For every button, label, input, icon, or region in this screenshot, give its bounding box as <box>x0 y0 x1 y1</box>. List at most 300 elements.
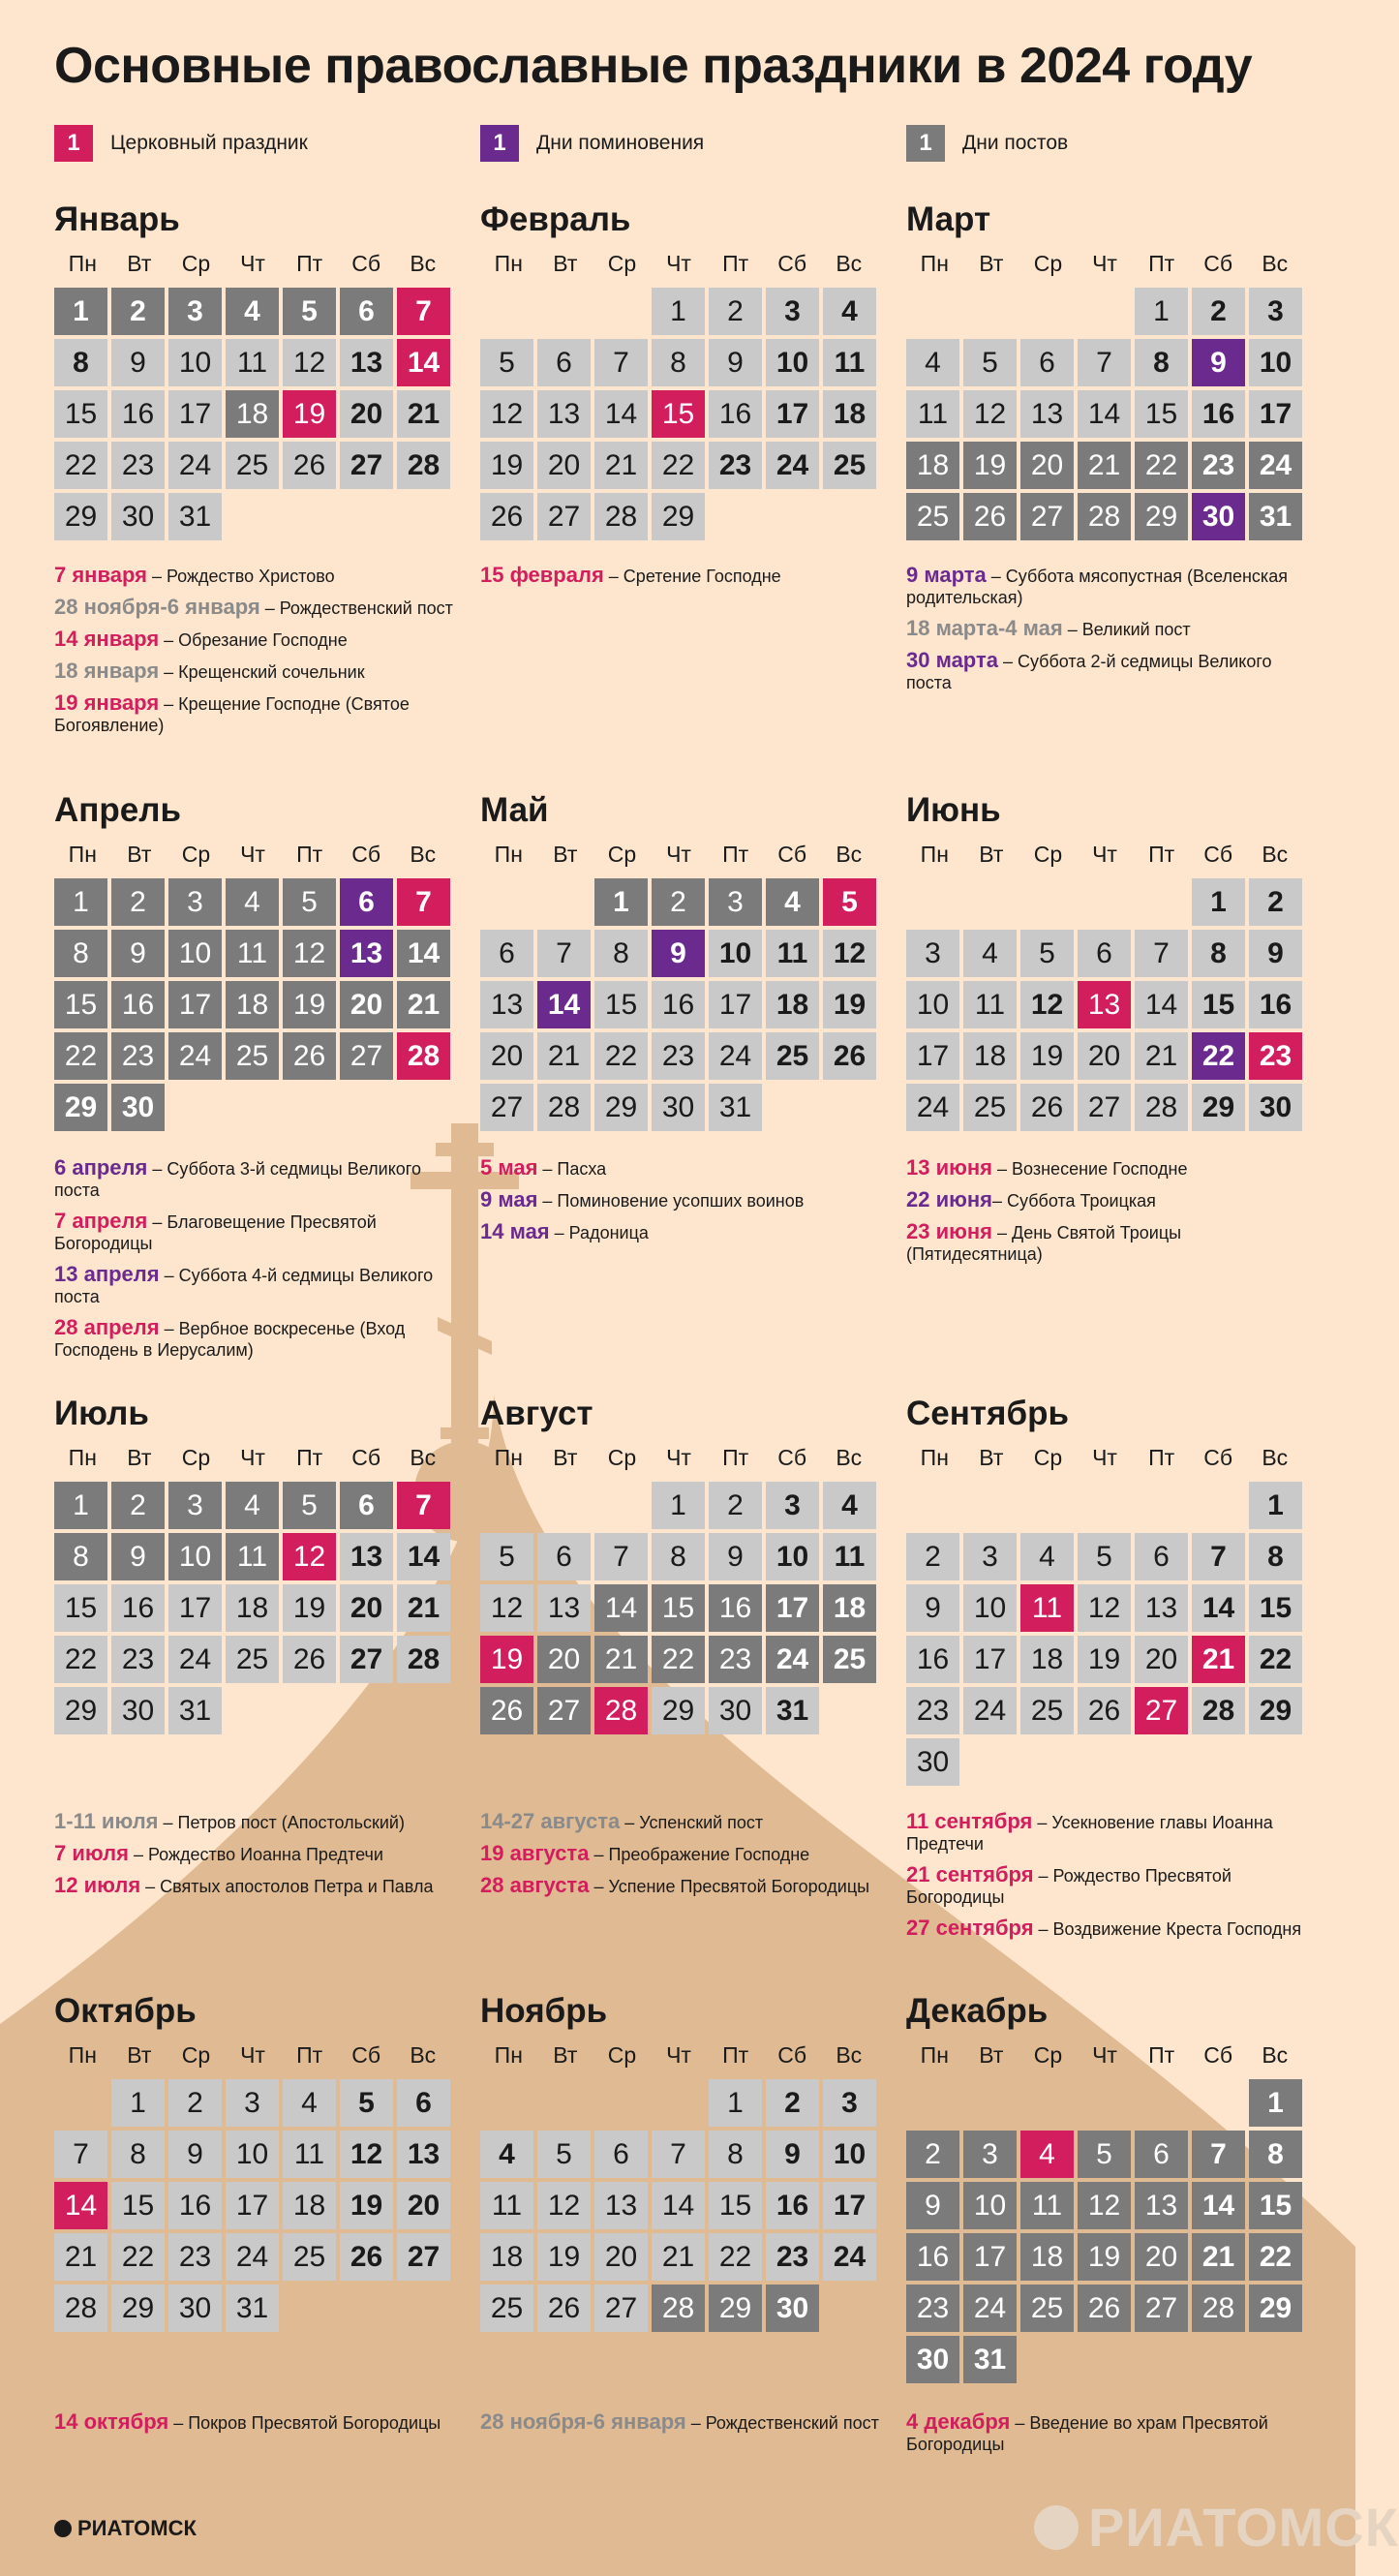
weekday-label: Ср <box>181 2042 211 2068</box>
day-cell: 15 <box>709 2182 762 2229</box>
day-cell: 3 <box>963 2131 1017 2178</box>
weekday-label: Пт <box>1148 2042 1175 2068</box>
day-cell: 7 <box>594 339 648 386</box>
weekday-label: Чт <box>1092 2042 1117 2068</box>
day-cell: 3 <box>1249 288 1302 335</box>
day-cell: 2 <box>709 1482 762 1529</box>
day-cell: 18 <box>766 981 819 1028</box>
weekday-label: Вс <box>836 251 863 276</box>
holiday-date: 28 ноября-6 января <box>54 595 260 619</box>
empty-cell <box>1020 878 1074 926</box>
day-cell: 8 <box>652 339 705 386</box>
holiday-note <box>906 2411 1313 2455</box>
day-cell: 19 <box>480 442 533 489</box>
day-cell: 20 <box>397 2182 450 2229</box>
riatomsk-watermark <box>1034 2496 1399 2559</box>
day-cell: 13 <box>537 390 591 438</box>
day-cell: 6 <box>1135 1533 1188 1580</box>
day-cell: 25 <box>1020 2285 1074 2332</box>
holiday-note <box>906 1917 1313 1940</box>
day-cell: 22 <box>1249 2233 1302 2281</box>
weekday-label: Сб <box>1203 2042 1233 2068</box>
day-cell: 13 <box>1020 390 1074 438</box>
holiday-desc: – Успение Пресвятой Богородицы <box>589 1877 870 1896</box>
weekday-label: Сб <box>777 842 807 867</box>
day-cell: 16 <box>709 390 762 438</box>
day-cell: 3 <box>168 878 222 926</box>
month-5 <box>906 789 1303 1131</box>
weekday-label: Вт <box>553 842 578 867</box>
day-cell: 5 <box>283 288 336 335</box>
holiday-desc: – Петров пост (Апостольский) <box>158 1813 405 1832</box>
day-cell: 20 <box>340 390 393 438</box>
weekday-label: Пт <box>296 251 323 276</box>
day-cell: 4 <box>283 2079 336 2127</box>
holiday-date: 12 июля <box>54 1873 141 1897</box>
day-cell: 30 <box>906 2336 959 2383</box>
day-cell: 23 <box>906 1687 959 1734</box>
holiday-date: 18 марта-4 мая <box>906 616 1063 640</box>
weekday-label: Пн <box>494 1445 523 1470</box>
day-cell: 27 <box>537 493 591 540</box>
day-cell: 6 <box>537 1533 591 1580</box>
day-cell: 19 <box>1020 1032 1074 1080</box>
day-cell: 10 <box>1249 339 1302 386</box>
empty-cell <box>652 2079 705 2127</box>
day-cell: 8 <box>709 2131 762 2178</box>
day-cell: 25 <box>906 493 959 540</box>
day-cell: 26 <box>480 493 533 540</box>
empty-cell <box>1192 2079 1245 2127</box>
day-cell: 23 <box>709 1636 762 1683</box>
weekday-label: Ср <box>1033 251 1063 276</box>
legend-label: Дни поминовения <box>536 132 705 154</box>
day-cell: 14 <box>397 1533 450 1580</box>
day-cell: 9 <box>111 1533 165 1580</box>
holiday-desc: – Крещенский сочельник <box>159 662 365 682</box>
day-cell: 28 <box>397 442 450 489</box>
day-cell: 17 <box>766 390 819 438</box>
month-notes-4 <box>480 1157 887 1253</box>
holiday-note <box>54 692 461 736</box>
day-cell: 3 <box>823 2079 876 2127</box>
day-cell: 15 <box>1135 390 1188 438</box>
holiday-date: 13 июня <box>906 1155 993 1180</box>
day-cell: 12 <box>283 339 336 386</box>
day-cell: 30 <box>168 2285 222 2332</box>
month-11 <box>906 1990 1303 2383</box>
empty-cell <box>1078 1482 1131 1529</box>
day-cell: 24 <box>963 2285 1017 2332</box>
month-notes-6 <box>54 1811 461 1907</box>
holiday-date: 11 сентября <box>906 1809 1033 1833</box>
holiday-desc: – Воздвижение Креста Господня <box>1033 1919 1302 1939</box>
day-grid <box>906 2079 1303 2383</box>
day-cell: 16 <box>652 981 705 1028</box>
day-cell: 24 <box>906 1084 959 1131</box>
legend-swatch-red: 1 <box>54 125 93 162</box>
day-cell: 5 <box>480 1533 533 1580</box>
month-notes-7 <box>480 1811 887 1907</box>
day-cell: 23 <box>709 442 762 489</box>
weekday-label: Пт <box>296 1445 323 1470</box>
day-cell: 2 <box>906 2131 959 2178</box>
weekday-label: Пн <box>68 1445 97 1470</box>
weekday-label: Ср <box>607 1445 637 1470</box>
weekday-label: Вс <box>1262 2042 1289 2068</box>
weekday-header <box>906 1441 1303 1474</box>
weekday-label: Сб <box>351 2042 381 2068</box>
day-cell: 13 <box>340 339 393 386</box>
day-cell: 1 <box>709 2079 762 2127</box>
holiday-desc: – Святых апостолов Петра и Павла <box>140 1877 434 1896</box>
holiday-desc: – Суббота 3-й седмицы Великого поста <box>54 1159 421 1200</box>
day-cell: 5 <box>1020 930 1074 977</box>
day-cell: 21 <box>54 2233 107 2281</box>
holiday-note <box>906 650 1313 693</box>
day-cell: 22 <box>54 1636 107 1683</box>
holiday-desc: – Обрезание Господне <box>159 630 348 650</box>
holiday-note <box>54 1875 461 1897</box>
day-cell: 2 <box>1192 288 1245 335</box>
holiday-note <box>906 1157 1313 1180</box>
day-cell: 27 <box>340 442 393 489</box>
holiday-note <box>480 1157 887 1180</box>
empty-cell <box>963 2079 1017 2127</box>
holiday-note <box>54 1264 461 1307</box>
day-cell: 17 <box>766 1584 819 1632</box>
day-cell: 14 <box>1078 390 1131 438</box>
day-cell: 17 <box>906 1032 959 1080</box>
weekday-label: Чт <box>666 2042 691 2068</box>
day-cell: 7 <box>652 2131 705 2178</box>
day-cell: 29 <box>1249 1687 1302 1734</box>
month-name: Ноябрь <box>480 1992 608 2030</box>
day-cell: 19 <box>537 2233 591 2281</box>
day-cell: 31 <box>168 493 222 540</box>
weekday-label: Сб <box>1203 1445 1233 1470</box>
day-cell: 4 <box>226 878 279 926</box>
weekday-label: Пн <box>494 251 523 276</box>
month-name: Январь <box>54 200 180 238</box>
holiday-desc: – Великий пост <box>1062 620 1191 639</box>
day-cell: 29 <box>652 1687 705 1734</box>
day-cell: 4 <box>766 878 819 926</box>
weekday-label: Вс <box>1262 1445 1289 1470</box>
day-cell: 11 <box>283 2131 336 2178</box>
day-cell: 14 <box>1192 1584 1245 1632</box>
holiday-date: 28 апреля <box>54 1315 160 1339</box>
day-cell: 7 <box>54 2131 107 2178</box>
holiday-date: 28 августа <box>480 1873 590 1897</box>
holiday-date: 5 мая <box>480 1155 538 1180</box>
day-cell: 12 <box>283 1533 336 1580</box>
day-cell: 6 <box>1078 930 1131 977</box>
day-cell: 29 <box>111 2285 165 2332</box>
day-cell: 20 <box>340 1584 393 1632</box>
day-cell: 4 <box>226 1482 279 1529</box>
day-cell: 27 <box>594 2285 648 2332</box>
month-notes-1 <box>480 565 887 597</box>
weekday-label: Пн <box>494 842 523 867</box>
weekday-label: Вс <box>1262 842 1289 867</box>
day-grid <box>906 1482 1303 1786</box>
day-grid <box>54 2079 451 2332</box>
empty-cell <box>537 1482 591 1529</box>
day-cell: 26 <box>283 1636 336 1683</box>
logo-text: РИАТОМСК <box>77 2516 197 2540</box>
weekday-label: Пн <box>920 2042 949 2068</box>
day-cell: 17 <box>226 2182 279 2229</box>
day-cell: 3 <box>963 1533 1017 1580</box>
holiday-date: 7 июля <box>54 1841 129 1865</box>
day-cell: 23 <box>1249 1032 1302 1080</box>
day-cell: 16 <box>168 2182 222 2229</box>
day-cell: 15 <box>54 981 107 1028</box>
day-cell: 14 <box>537 981 591 1028</box>
weekday-label: Ср <box>607 2042 637 2068</box>
day-cell: 13 <box>594 2182 648 2229</box>
day-cell: 15 <box>1249 1584 1302 1632</box>
month-notes-9 <box>54 2411 461 2443</box>
day-cell: 29 <box>652 493 705 540</box>
holiday-desc: – Суббота 4-й седмицы Великого поста <box>54 1266 434 1306</box>
day-grid <box>906 878 1303 1131</box>
day-cell: 16 <box>906 1636 959 1683</box>
day-cell: 18 <box>906 442 959 489</box>
day-cell: 22 <box>54 442 107 489</box>
day-cell: 22 <box>54 1032 107 1080</box>
day-cell: 31 <box>963 2336 1017 2383</box>
day-cell: 27 <box>340 1636 393 1683</box>
day-cell: 11 <box>480 2182 533 2229</box>
month-notes-5 <box>906 1157 1313 1274</box>
legend-commemoration <box>480 125 704 162</box>
day-cell: 26 <box>480 1687 533 1734</box>
day-cell: 19 <box>1078 1636 1131 1683</box>
day-cell: 25 <box>226 442 279 489</box>
holiday-desc: – Сретение Господне <box>603 567 781 586</box>
day-cell: 24 <box>226 2233 279 2281</box>
day-cell: 23 <box>906 2285 959 2332</box>
empty-cell <box>1078 878 1131 926</box>
weekday-label: Пт <box>1148 842 1175 867</box>
day-cell: 6 <box>594 2131 648 2178</box>
day-cell: 25 <box>226 1032 279 1080</box>
day-cell: 25 <box>1020 1687 1074 1734</box>
weekday-header <box>480 247 877 280</box>
day-cell: 28 <box>652 2285 705 2332</box>
day-cell: 14 <box>594 1584 648 1632</box>
day-cell: 15 <box>54 390 107 438</box>
day-cell: 24 <box>168 1032 222 1080</box>
day-cell: 19 <box>340 2182 393 2229</box>
weekday-header <box>906 838 1303 871</box>
empty-cell <box>1020 2079 1074 2127</box>
day-cell: 17 <box>168 981 222 1028</box>
day-cell: 9 <box>906 1584 959 1632</box>
holiday-date: 19 января <box>54 690 160 715</box>
day-cell: 2 <box>1249 878 1302 926</box>
holiday-note <box>480 565 887 587</box>
day-cell: 27 <box>340 1032 393 1080</box>
day-cell: 12 <box>340 2131 393 2178</box>
day-cell: 20 <box>537 1636 591 1683</box>
day-cell: 1 <box>1249 1482 1302 1529</box>
day-cell: 22 <box>1192 1032 1245 1080</box>
day-cell: 31 <box>766 1687 819 1734</box>
day-cell: 26 <box>283 1032 336 1080</box>
day-cell: 28 <box>594 1687 648 1734</box>
day-cell: 18 <box>283 2182 336 2229</box>
day-cell: 16 <box>111 390 165 438</box>
weekday-header <box>54 2039 451 2071</box>
day-cell: 11 <box>823 1533 876 1580</box>
day-cell: 4 <box>226 288 279 335</box>
weekday-label: Чт <box>1092 251 1117 276</box>
empty-cell <box>480 288 533 335</box>
day-cell: 20 <box>1078 1032 1131 1080</box>
day-cell: 15 <box>1249 2182 1302 2229</box>
day-cell: 1 <box>1135 288 1188 335</box>
day-cell: 21 <box>1192 1636 1245 1683</box>
day-cell: 9 <box>709 339 762 386</box>
day-cell: 28 <box>397 1032 450 1080</box>
day-cell: 25 <box>480 2285 533 2332</box>
day-cell: 20 <box>594 2233 648 2281</box>
weekday-label: Пт <box>296 842 323 867</box>
month-notes-8 <box>906 1811 1313 1949</box>
weekday-label: Сб <box>351 842 381 867</box>
day-cell: 6 <box>1020 339 1074 386</box>
holiday-note <box>906 1811 1313 1855</box>
holiday-desc: – Суббота Троицкая <box>992 1191 1156 1211</box>
day-cell: 9 <box>111 930 165 977</box>
holiday-note <box>906 618 1313 640</box>
day-cell: 18 <box>823 1584 876 1632</box>
holiday-desc: – Рождество Иоанна Предтечи <box>128 1845 383 1864</box>
holiday-note <box>906 1864 1313 1908</box>
day-cell: 12 <box>823 930 876 977</box>
weekday-header <box>54 247 451 280</box>
holiday-date: 7 апреля <box>54 1209 148 1233</box>
day-cell: 27 <box>1135 2285 1188 2332</box>
day-cell: 27 <box>537 1687 591 1734</box>
weekday-label: Ср <box>181 1445 211 1470</box>
holiday-date: 23 июня <box>906 1219 993 1243</box>
day-cell: 22 <box>1135 442 1188 489</box>
watermark-text: РИАТОМСК <box>1088 2497 1399 2558</box>
day-cell: 21 <box>1192 2233 1245 2281</box>
holiday-date: 27 сентября <box>906 1916 1034 1940</box>
day-cell: 14 <box>1192 2182 1245 2229</box>
month-1 <box>480 199 877 540</box>
day-grid <box>54 1482 451 1734</box>
holiday-desc: – Покров Пресвятой Богородицы <box>168 2413 441 2433</box>
day-cell: 25 <box>766 1032 819 1080</box>
day-cell: 7 <box>1192 1533 1245 1580</box>
weekday-label: Пт <box>1148 1445 1175 1470</box>
day-cell: 13 <box>537 1584 591 1632</box>
logo-icon <box>54 2520 72 2537</box>
weekday-label: Вс <box>410 1445 437 1470</box>
empty-cell <box>963 288 1017 335</box>
day-cell: 28 <box>1078 493 1131 540</box>
day-grid <box>480 288 877 540</box>
day-cell: 31 <box>709 1084 762 1131</box>
day-cell: 16 <box>111 1584 165 1632</box>
day-cell: 17 <box>823 2182 876 2229</box>
day-cell: 18 <box>963 1032 1017 1080</box>
month-name: Май <box>480 791 549 829</box>
holiday-desc: – Рождественский пост <box>685 2413 879 2433</box>
day-cell: 8 <box>54 930 107 977</box>
weekday-label: Чт <box>666 1445 691 1470</box>
day-cell: 15 <box>594 981 648 1028</box>
day-cell: 20 <box>1135 1636 1188 1683</box>
weekday-label: Вт <box>979 2042 1004 2068</box>
weekday-label: Пн <box>920 1445 949 1470</box>
day-cell: 3 <box>766 288 819 335</box>
day-cell: 24 <box>823 2233 876 2281</box>
day-cell: 29 <box>1192 1084 1245 1131</box>
day-cell: 9 <box>1192 339 1245 386</box>
day-cell: 11 <box>226 1533 279 1580</box>
day-cell: 17 <box>168 390 222 438</box>
weekday-label: Вт <box>979 251 1004 276</box>
day-cell: 18 <box>226 981 279 1028</box>
day-cell: 17 <box>709 981 762 1028</box>
legend-label: Дни постов <box>962 132 1069 154</box>
day-cell: 4 <box>823 288 876 335</box>
day-cell: 13 <box>340 930 393 977</box>
day-cell: 24 <box>766 1636 819 1683</box>
day-cell: 16 <box>906 2233 959 2281</box>
day-cell: 31 <box>168 1687 222 1734</box>
weekday-label: Вт <box>553 1445 578 1470</box>
weekday-label: Пн <box>68 842 97 867</box>
day-cell: 30 <box>906 1738 959 1786</box>
day-cell: 8 <box>1135 339 1188 386</box>
day-grid <box>480 1482 877 1734</box>
day-cell: 29 <box>54 1084 107 1131</box>
day-cell: 5 <box>340 2079 393 2127</box>
day-cell: 6 <box>1135 2131 1188 2178</box>
day-cell: 13 <box>340 1533 393 1580</box>
day-grid <box>54 288 451 540</box>
day-cell: 9 <box>652 930 705 977</box>
holiday-note <box>480 1811 887 1833</box>
empty-cell <box>1135 878 1188 926</box>
weekday-label: Пт <box>1148 251 1175 276</box>
day-cell: 9 <box>766 2131 819 2178</box>
day-cell: 12 <box>537 2182 591 2229</box>
day-cell: 8 <box>1249 1533 1302 1580</box>
weekday-label: Пт <box>722 251 749 276</box>
day-cell: 18 <box>226 390 279 438</box>
day-cell: 12 <box>1078 2182 1131 2229</box>
day-cell: 3 <box>709 878 762 926</box>
weekday-header <box>906 2039 1303 2071</box>
day-cell: 23 <box>1192 442 1245 489</box>
holiday-date: 1-11 июля <box>54 1809 159 1833</box>
holiday-date: 22 июня <box>906 1187 993 1211</box>
holiday-date: 30 марта <box>906 648 998 672</box>
day-cell: 18 <box>480 2233 533 2281</box>
empty-cell <box>1192 1482 1245 1529</box>
weekday-label: Чт <box>240 1445 265 1470</box>
month-name: Февраль <box>480 200 631 238</box>
